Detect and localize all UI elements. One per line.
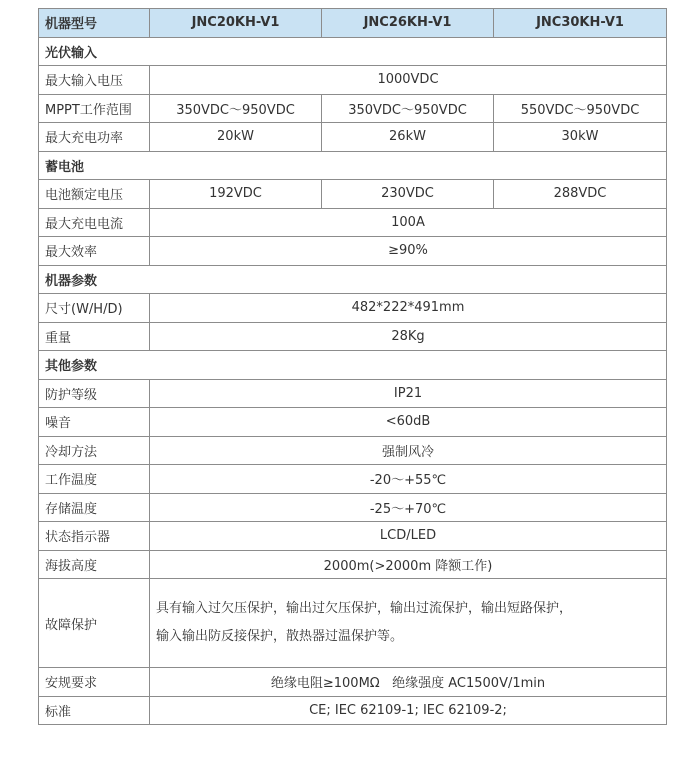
row-label: 工作温度 — [39, 465, 150, 494]
section-title: 光伏输入 — [39, 37, 667, 66]
row-value-1: 192VDC — [150, 180, 322, 209]
row-label: 重量 — [39, 322, 150, 351]
row-value-2: 350VDC～950VDC — [322, 94, 494, 123]
row-value: 强制风冷 — [150, 436, 667, 465]
row-label: 尺寸(W/H/D) — [39, 294, 150, 323]
section-pv-input — [39, 37, 667, 66]
row-operating-temp — [39, 465, 667, 494]
row-label: MPPT工作范围 — [39, 94, 150, 123]
row-value: <60dB — [150, 408, 667, 437]
row-value-1: 20kW — [150, 123, 322, 152]
header-row — [39, 9, 667, 38]
row-label: 最大充电功率 — [39, 123, 150, 152]
row-value: 100A — [150, 208, 667, 237]
row-label: 标准 — [39, 696, 150, 725]
row-value: CE; IEC 62109-1; IEC 62109-2; — [150, 696, 667, 725]
row-noise — [39, 408, 667, 437]
row-value: 绝缘电阻≥100MΩ 绝缘强度 AC1500V/1min — [150, 668, 667, 697]
row-value-2: 230VDC — [322, 180, 494, 209]
row-value: 482*222*491mm — [150, 294, 667, 323]
row-value: -20～+55℃ — [150, 465, 667, 494]
row-value — [150, 579, 667, 668]
row-value-3: 550VDC～950VDC — [494, 94, 667, 123]
model-2: JNC26KH-V1 — [322, 9, 494, 38]
row-value: ≥90% — [150, 237, 667, 266]
row-protection-level — [39, 379, 667, 408]
row-value: IP21 — [150, 379, 667, 408]
row-mppt-range — [39, 94, 667, 123]
row-label: 电池额定电压 — [39, 180, 150, 209]
section-battery — [39, 151, 667, 180]
row-label: 故障保护 — [39, 579, 150, 668]
row-label: 海拔高度 — [39, 550, 150, 579]
row-cooling — [39, 436, 667, 465]
row-fault-protection — [39, 579, 667, 668]
row-max-charge-power — [39, 123, 667, 152]
row-label: 状态指示器 — [39, 522, 150, 551]
spec-table — [38, 8, 667, 725]
row-value: -25～+70℃ — [150, 493, 667, 522]
model-label: 机器型号 — [39, 9, 150, 38]
row-altitude — [39, 550, 667, 579]
row-value-3: 30kW — [494, 123, 667, 152]
row-standard — [39, 696, 667, 725]
row-max-charge-current — [39, 208, 667, 237]
section-title: 机器参数 — [39, 265, 667, 294]
row-label: 安规要求 — [39, 668, 150, 697]
row-value-3: 288VDC — [494, 180, 667, 209]
row-label: 最大输入电压 — [39, 66, 150, 95]
row-label: 最大充电电流 — [39, 208, 150, 237]
section-title: 其他参数 — [39, 351, 667, 380]
section-machine — [39, 265, 667, 294]
row-label: 存储温度 — [39, 493, 150, 522]
row-value-1: 350VDC～950VDC — [150, 94, 322, 123]
row-size — [39, 294, 667, 323]
section-title: 蓄电池 — [39, 151, 667, 180]
row-safety — [39, 668, 667, 697]
row-label: 冷却方法 — [39, 436, 150, 465]
fault-line-1: 具有输入过欠压保护，输出过欠压保护，输出过流保护，输出短路保护， — [156, 601, 573, 616]
row-max-input-voltage — [39, 66, 667, 95]
model-1: JNC20KH-V1 — [150, 9, 322, 38]
row-storage-temp — [39, 493, 667, 522]
row-weight — [39, 322, 667, 351]
row-value: 2000m(>2000m 降额工作) — [150, 550, 667, 579]
section-other — [39, 351, 667, 380]
row-rated-voltage — [39, 180, 667, 209]
row-label: 防护等级 — [39, 379, 150, 408]
row-label: 最大效率 — [39, 237, 150, 266]
row-value: LCD/LED — [150, 522, 667, 551]
row-value-2: 26kW — [322, 123, 494, 152]
row-value: 28Kg — [150, 322, 667, 351]
fault-line-2: 输入输出防反接保护，散热器过温保护等。 — [156, 629, 404, 644]
row-status-indicator — [39, 522, 667, 551]
model-3: JNC30KH-V1 — [494, 9, 667, 38]
row-max-efficiency — [39, 237, 667, 266]
row-label: 噪音 — [39, 408, 150, 437]
row-value: 1000VDC — [150, 66, 667, 95]
